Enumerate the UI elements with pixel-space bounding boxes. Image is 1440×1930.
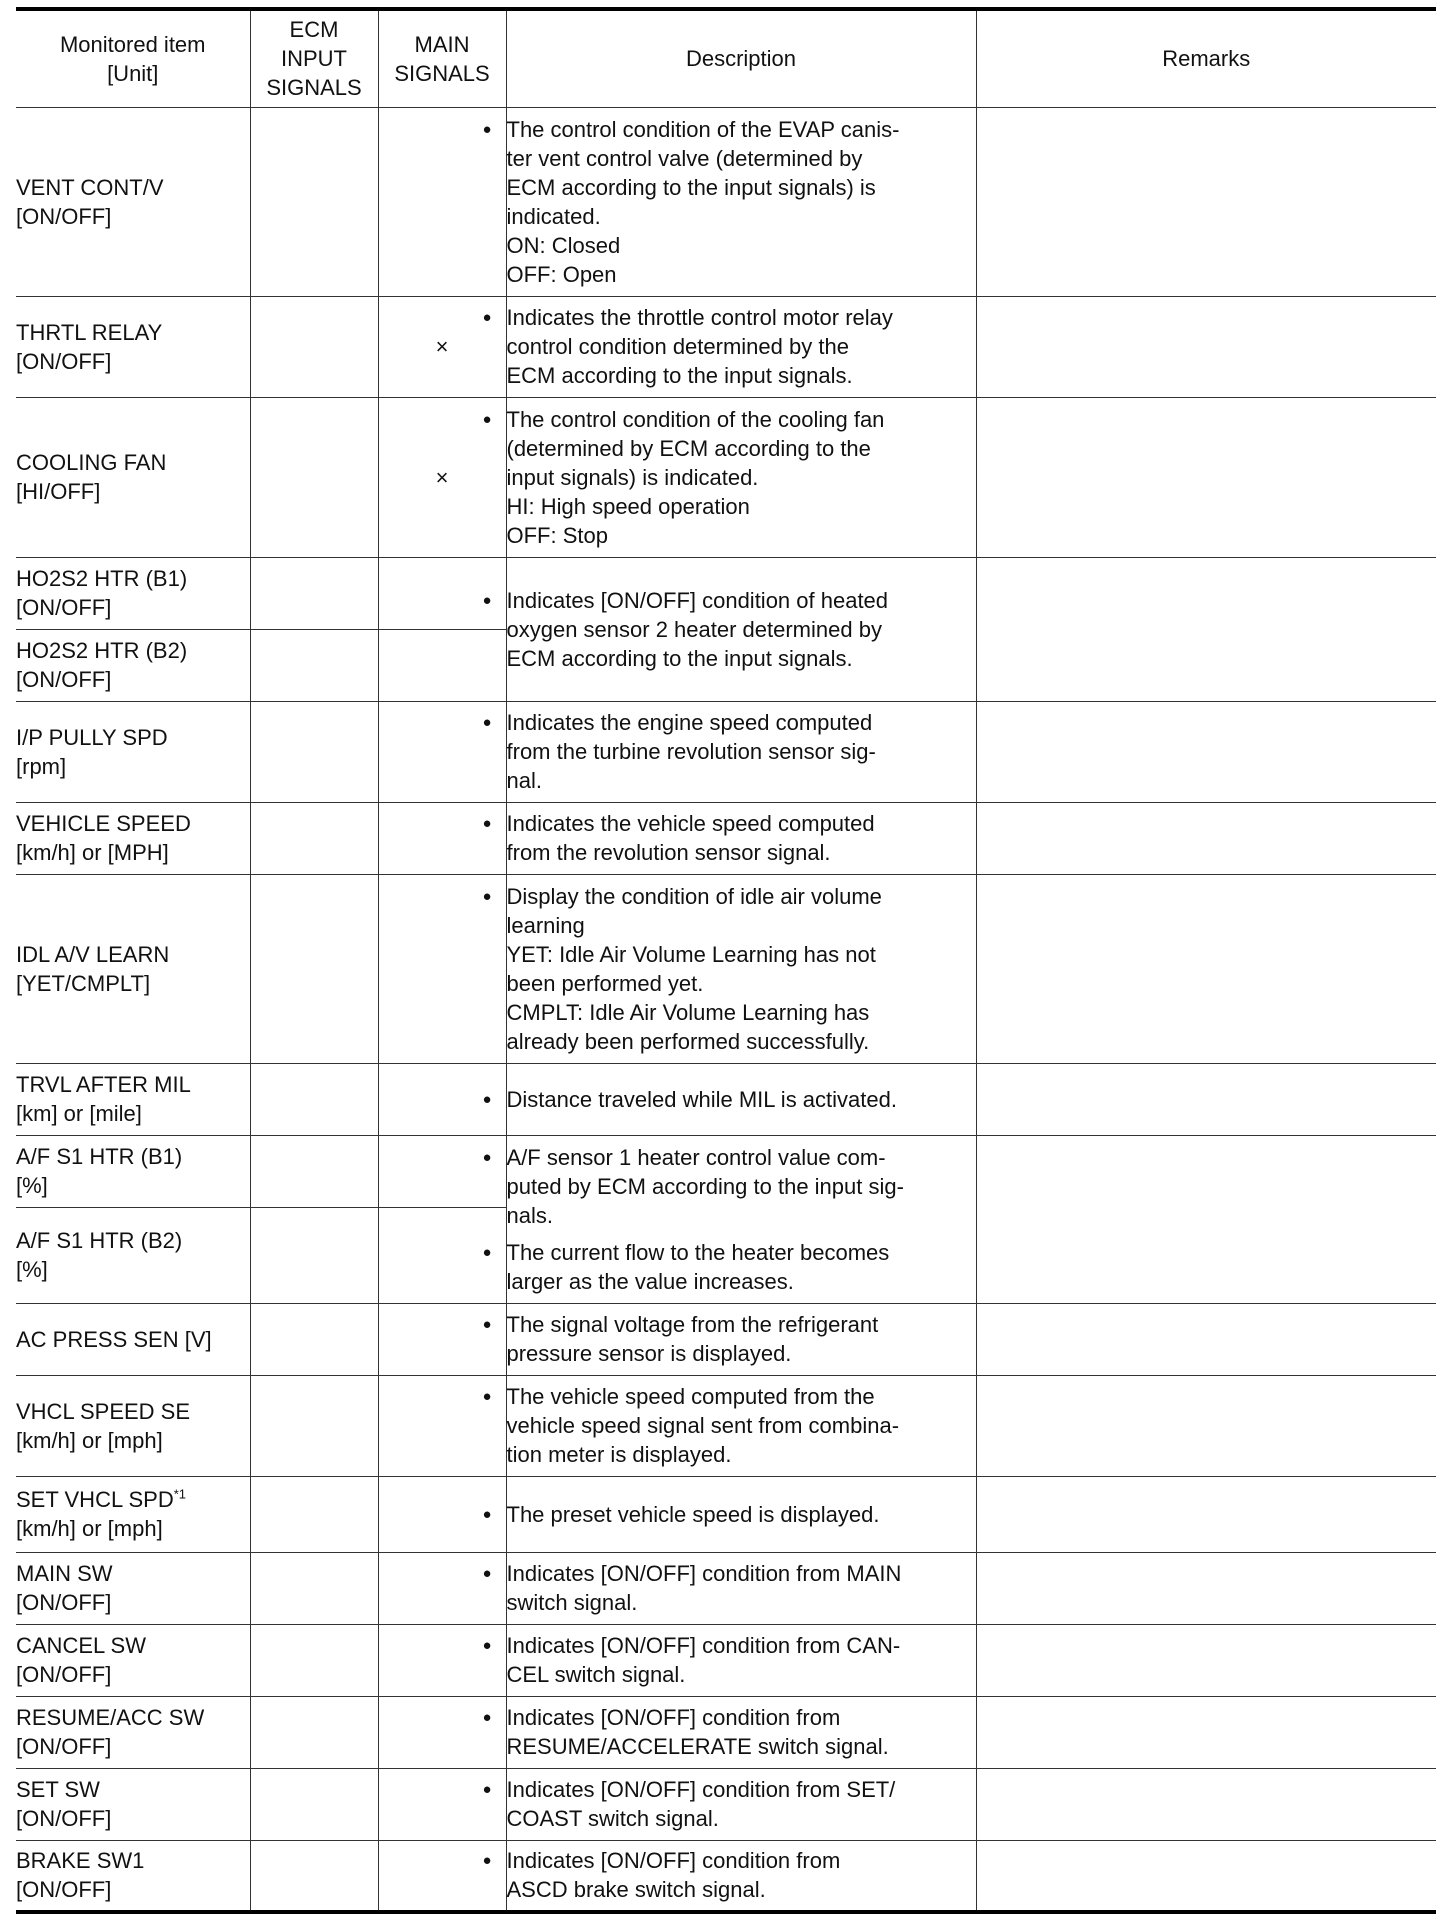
description-bullet [507, 1085, 976, 1114]
remarks-cell [976, 107, 1436, 296]
description-line: tion meter is displayed. [506, 1442, 732, 1467]
remarks-cell [976, 1696, 1436, 1768]
table-row [16, 557, 1436, 629]
description-line: from the turbine revolution sensor sig- [506, 739, 876, 764]
description-line: CMPLT: Idle Air Volume Learning has [506, 999, 870, 1025]
description-cell [506, 1375, 976, 1476]
description-cell [506, 802, 976, 874]
description-bullet [507, 1559, 976, 1617]
description-line: already been performed successfully. [506, 1028, 870, 1054]
ecm-input-cell [250, 1303, 378, 1375]
table-row [16, 1624, 1436, 1696]
description-bullet [507, 1310, 976, 1368]
description-line: ● The current flow to the heater becomes [506, 1239, 890, 1265]
description-line: ON: Closed [506, 232, 621, 258]
monitored-item [16, 1207, 250, 1303]
monitored-items-table [16, 7, 1436, 1914]
item-name: VENT CONT/V [16, 174, 164, 200]
ecm-input-cell [250, 1063, 378, 1135]
description-line: oxygen sensor 2 heater determined by [506, 616, 882, 642]
item-name: IDL A/V LEARN [16, 941, 170, 967]
remarks-cell [976, 1135, 1436, 1303]
description-line: learning [506, 912, 585, 938]
header-text: [Unit] [107, 60, 159, 86]
description-line: switch signal. [506, 1590, 638, 1615]
item-unit: [km/h] or [MPH] [16, 840, 169, 865]
ecm-input-cell [250, 296, 378, 397]
monitored-item [16, 296, 250, 397]
header-text: MAIN [414, 31, 470, 57]
ecm-input-cell [250, 1476, 378, 1552]
description-bullet [507, 405, 976, 550]
ecm-input-cell [250, 701, 378, 802]
item-name: RESUME/ACC SW [16, 1705, 205, 1730]
description-cell [506, 874, 976, 1063]
remarks-cell [976, 1624, 1436, 1696]
header-ecm-input-signals [250, 9, 378, 107]
header-main-signals [378, 9, 506, 107]
item-unit: [ON/OFF] [16, 348, 112, 374]
item-unit: [km] or [mile] [16, 1101, 142, 1126]
item-name: A/F S1 HTR (B1) [16, 1144, 183, 1169]
description-line: ● Indicates [ON/OFF] condition from SET/ [506, 1777, 896, 1802]
remarks-cell [976, 296, 1436, 397]
description-line: ● The signal voltage from the refrigerant [506, 1312, 879, 1337]
description-cell [506, 1552, 976, 1624]
description-line: ● Indicates [ON/OFF] condition from [506, 1705, 841, 1730]
main-signal-mark: × [378, 296, 506, 397]
item-unit: [km/h] or [mph] [16, 1427, 163, 1453]
header-description: Description [506, 9, 976, 107]
main-signal-cell [378, 629, 506, 701]
item-name: HO2S2 HTR (B1) [16, 566, 188, 591]
description-line: CEL switch signal. [506, 1662, 686, 1687]
description-bullet [507, 115, 976, 289]
description-line: COAST switch signal. [506, 1806, 719, 1831]
item-name: SET VHCL SPD [16, 1487, 174, 1512]
description-cell [506, 1303, 976, 1375]
table-row [16, 107, 1436, 296]
remarks-cell [976, 874, 1436, 1063]
footnote-marker: *1 [173, 1486, 187, 1502]
item-name-line [16, 1485, 250, 1514]
item-name: THRTL RELAY [16, 319, 163, 345]
description-line: ECM according to the input signals. [506, 645, 853, 671]
table-row [16, 1303, 1436, 1375]
description-line: ● Indicates [ON/OFF] condition from CAN- [506, 1633, 901, 1658]
description-line: ECM according to the input signals) is [506, 174, 876, 200]
description-line: ● A/F sensor 1 heater control value com- [506, 1144, 886, 1170]
item-unit: [YET/CMPLT] [16, 970, 151, 996]
description-line: (determined by ECM according to the [506, 435, 871, 461]
table-row [16, 1552, 1436, 1624]
header-monitored-item [16, 9, 250, 107]
table-row [16, 1375, 1436, 1476]
description-cell [506, 557, 976, 701]
ecm-input-cell [250, 1696, 378, 1768]
description-line: ● Indicates the vehicle speed computed [506, 811, 875, 836]
main-signal-mark: × [378, 397, 506, 557]
description-line: been performed yet. [506, 970, 704, 996]
description-line: OFF: Open [506, 261, 617, 287]
remarks-cell [976, 397, 1436, 557]
description-bullet [507, 1775, 976, 1833]
item-name: A/F S1 HTR (B2) [16, 1228, 183, 1253]
description-line: ● Indicates [ON/OFF] condition of heated [506, 587, 889, 613]
description-cell [506, 701, 976, 802]
description-line: ● Indicates [ON/OFF] condition from [506, 1848, 841, 1874]
description-line: ECM according to the input signals. [506, 363, 853, 388]
description-line: ter vent control valve (determined by [506, 145, 863, 171]
ecm-input-cell [250, 1375, 378, 1476]
ecm-input-cell [250, 874, 378, 1063]
item-unit: [ON/OFF] [16, 595, 112, 620]
description-line: HI: High speed operation [506, 493, 750, 519]
remarks-cell [976, 1375, 1436, 1476]
table-row [16, 1063, 1436, 1135]
ecm-input-cell [250, 1135, 378, 1207]
ecm-input-cell [250, 1624, 378, 1696]
description-line: ● The preset vehicle speed is displayed. [506, 1501, 880, 1527]
remarks-cell [976, 1552, 1436, 1624]
table-row [16, 1768, 1436, 1840]
description-cell [506, 1768, 976, 1840]
description-bullet [507, 1703, 976, 1761]
monitored-item [16, 557, 250, 629]
item-unit: [ON/OFF] [16, 667, 112, 692]
description-line: ASCD brake switch signal. [506, 1877, 766, 1903]
description-cell [506, 107, 976, 296]
header-text: SIGNALS [266, 75, 362, 101]
description-bullet [507, 1143, 976, 1230]
monitored-item [16, 802, 250, 874]
description-bullet [507, 1631, 976, 1689]
description-line: control condition determined by the [506, 334, 849, 359]
item-name: MAIN SW [16, 1561, 113, 1586]
description-line: ● Indicates the throttle control motor relay [506, 305, 893, 330]
description-line: RESUME/ACCELERATE switch signal. [506, 1734, 889, 1759]
item-unit: [ON/OFF] [16, 1734, 112, 1759]
description-line: ● Distance traveled while MIL is activated. [506, 1086, 897, 1112]
description-line: from the revolution sensor signal. [506, 840, 831, 865]
remarks-cell [976, 557, 1436, 701]
header-text: ECM [289, 17, 339, 43]
remarks-cell [976, 1476, 1436, 1552]
remarks-cell [976, 1063, 1436, 1135]
description-bullet [507, 586, 976, 673]
description-line: ● The vehicle speed computed from the [506, 1384, 875, 1409]
monitored-item [16, 1552, 250, 1624]
item-unit: [ON/OFF] [16, 1877, 112, 1903]
item-unit: [HI/OFF] [16, 479, 101, 504]
description-line: ● Indicates [ON/OFF] condition from MAIN [506, 1561, 902, 1586]
header-text: Monitored item [59, 31, 206, 57]
description-line: indicated. [506, 203, 601, 229]
description-cell [506, 1135, 976, 1303]
item-unit: [ON/OFF] [16, 203, 112, 229]
item-name: SET SW [16, 1777, 100, 1802]
description-line: pressure sensor is displayed. [506, 1341, 792, 1366]
item-unit: [rpm] [16, 753, 67, 779]
description-line: vehicle speed signal sent from combina- [506, 1413, 900, 1438]
description-line: nals. [506, 1202, 553, 1228]
remarks-cell [976, 701, 1436, 802]
description-bullet [507, 1238, 976, 1296]
remarks-cell [976, 1768, 1436, 1840]
header-remarks: Remarks [976, 9, 1436, 107]
ecm-input-cell [250, 397, 378, 557]
ecm-input-cell [250, 1207, 378, 1303]
ecm-input-cell [250, 802, 378, 874]
description-cell [506, 397, 976, 557]
table-row [16, 1476, 1436, 1552]
monitored-item [16, 874, 250, 1063]
table-row [16, 1840, 1436, 1912]
monitored-item [16, 1624, 250, 1696]
remarks-cell [976, 1303, 1436, 1375]
ecm-input-cell [250, 557, 378, 629]
description-cell [506, 296, 976, 397]
monitored-item [16, 1303, 250, 1375]
description-cell [506, 1063, 976, 1135]
item-name: I/P PULLY SPD [16, 724, 168, 750]
description-bullet [507, 1500, 976, 1529]
monitored-item [16, 1696, 250, 1768]
description-bullet [507, 809, 976, 867]
table-row [16, 701, 1436, 802]
item-unit: [ON/OFF] [16, 1590, 112, 1615]
item-unit: [ON/OFF] [16, 1662, 112, 1687]
ecm-input-cell [250, 629, 378, 701]
description-line: ● Indicates the engine speed computed [506, 710, 873, 735]
table-row [16, 1135, 1436, 1207]
item-name: AC PRESS SEN [V] [16, 1326, 212, 1352]
monitored-item [16, 1840, 250, 1912]
header-text: SIGNALS [394, 60, 490, 86]
description-line: nal. [506, 768, 542, 793]
table-row [16, 296, 1436, 397]
item-name: BRAKE SW1 [16, 1848, 145, 1874]
monitored-item [16, 1476, 250, 1552]
table-row [16, 874, 1436, 1063]
description-line: ● The control condition of the cooling fan [506, 406, 885, 432]
description-line: puted by ECM according to the input sig- [506, 1173, 904, 1199]
item-name: VEHICLE SPEED [16, 811, 191, 836]
header-text: INPUT [281, 46, 347, 72]
monitored-item [16, 701, 250, 802]
description-bullet [507, 303, 976, 390]
monitored-item [16, 629, 250, 701]
item-name: COOLING FAN [16, 450, 167, 475]
remarks-cell [976, 1840, 1436, 1912]
table-header-row [16, 9, 1436, 107]
item-unit: [km/h] or [mph] [16, 1516, 163, 1541]
ecm-input-cell [250, 1840, 378, 1912]
description-cell [506, 1624, 976, 1696]
item-name: HO2S2 HTR (B2) [16, 638, 188, 663]
description-line: input signals) is indicated. [506, 464, 759, 490]
item-name: VHCL SPEED SE [16, 1398, 191, 1424]
item-unit: [%] [16, 1257, 48, 1282]
item-name: CANCEL SW [16, 1633, 146, 1658]
monitored-item [16, 107, 250, 296]
description-bullet [507, 1382, 976, 1469]
table-row [16, 1696, 1436, 1768]
table-row [16, 397, 1436, 557]
monitored-item [16, 1375, 250, 1476]
description-cell [506, 1476, 976, 1552]
description-line: ● The control condition of the EVAP canis- [506, 116, 900, 142]
remarks-cell [976, 802, 1436, 874]
description-line: OFF: Stop [506, 522, 608, 548]
description-line: YET: Idle Air Volume Learning has not [506, 941, 876, 967]
description-bullet [507, 1846, 976, 1904]
ecm-input-cell [250, 1552, 378, 1624]
description-line: larger as the value increases. [506, 1268, 794, 1294]
item-name: TRVL AFTER MIL [16, 1072, 191, 1097]
description-bullet [507, 708, 976, 795]
monitored-item [16, 1135, 250, 1207]
ecm-input-cell [250, 107, 378, 296]
description-bullet [507, 882, 976, 1056]
ecm-input-cell [250, 1768, 378, 1840]
monitored-item [16, 397, 250, 557]
monitored-item [16, 1768, 250, 1840]
item-unit: [%] [16, 1173, 48, 1198]
table-row [16, 802, 1436, 874]
description-cell [506, 1840, 976, 1912]
monitored-item [16, 1063, 250, 1135]
description-cell [506, 1696, 976, 1768]
description-line: ● Display the condition of idle air volume [506, 883, 882, 909]
item-unit: [ON/OFF] [16, 1806, 112, 1831]
